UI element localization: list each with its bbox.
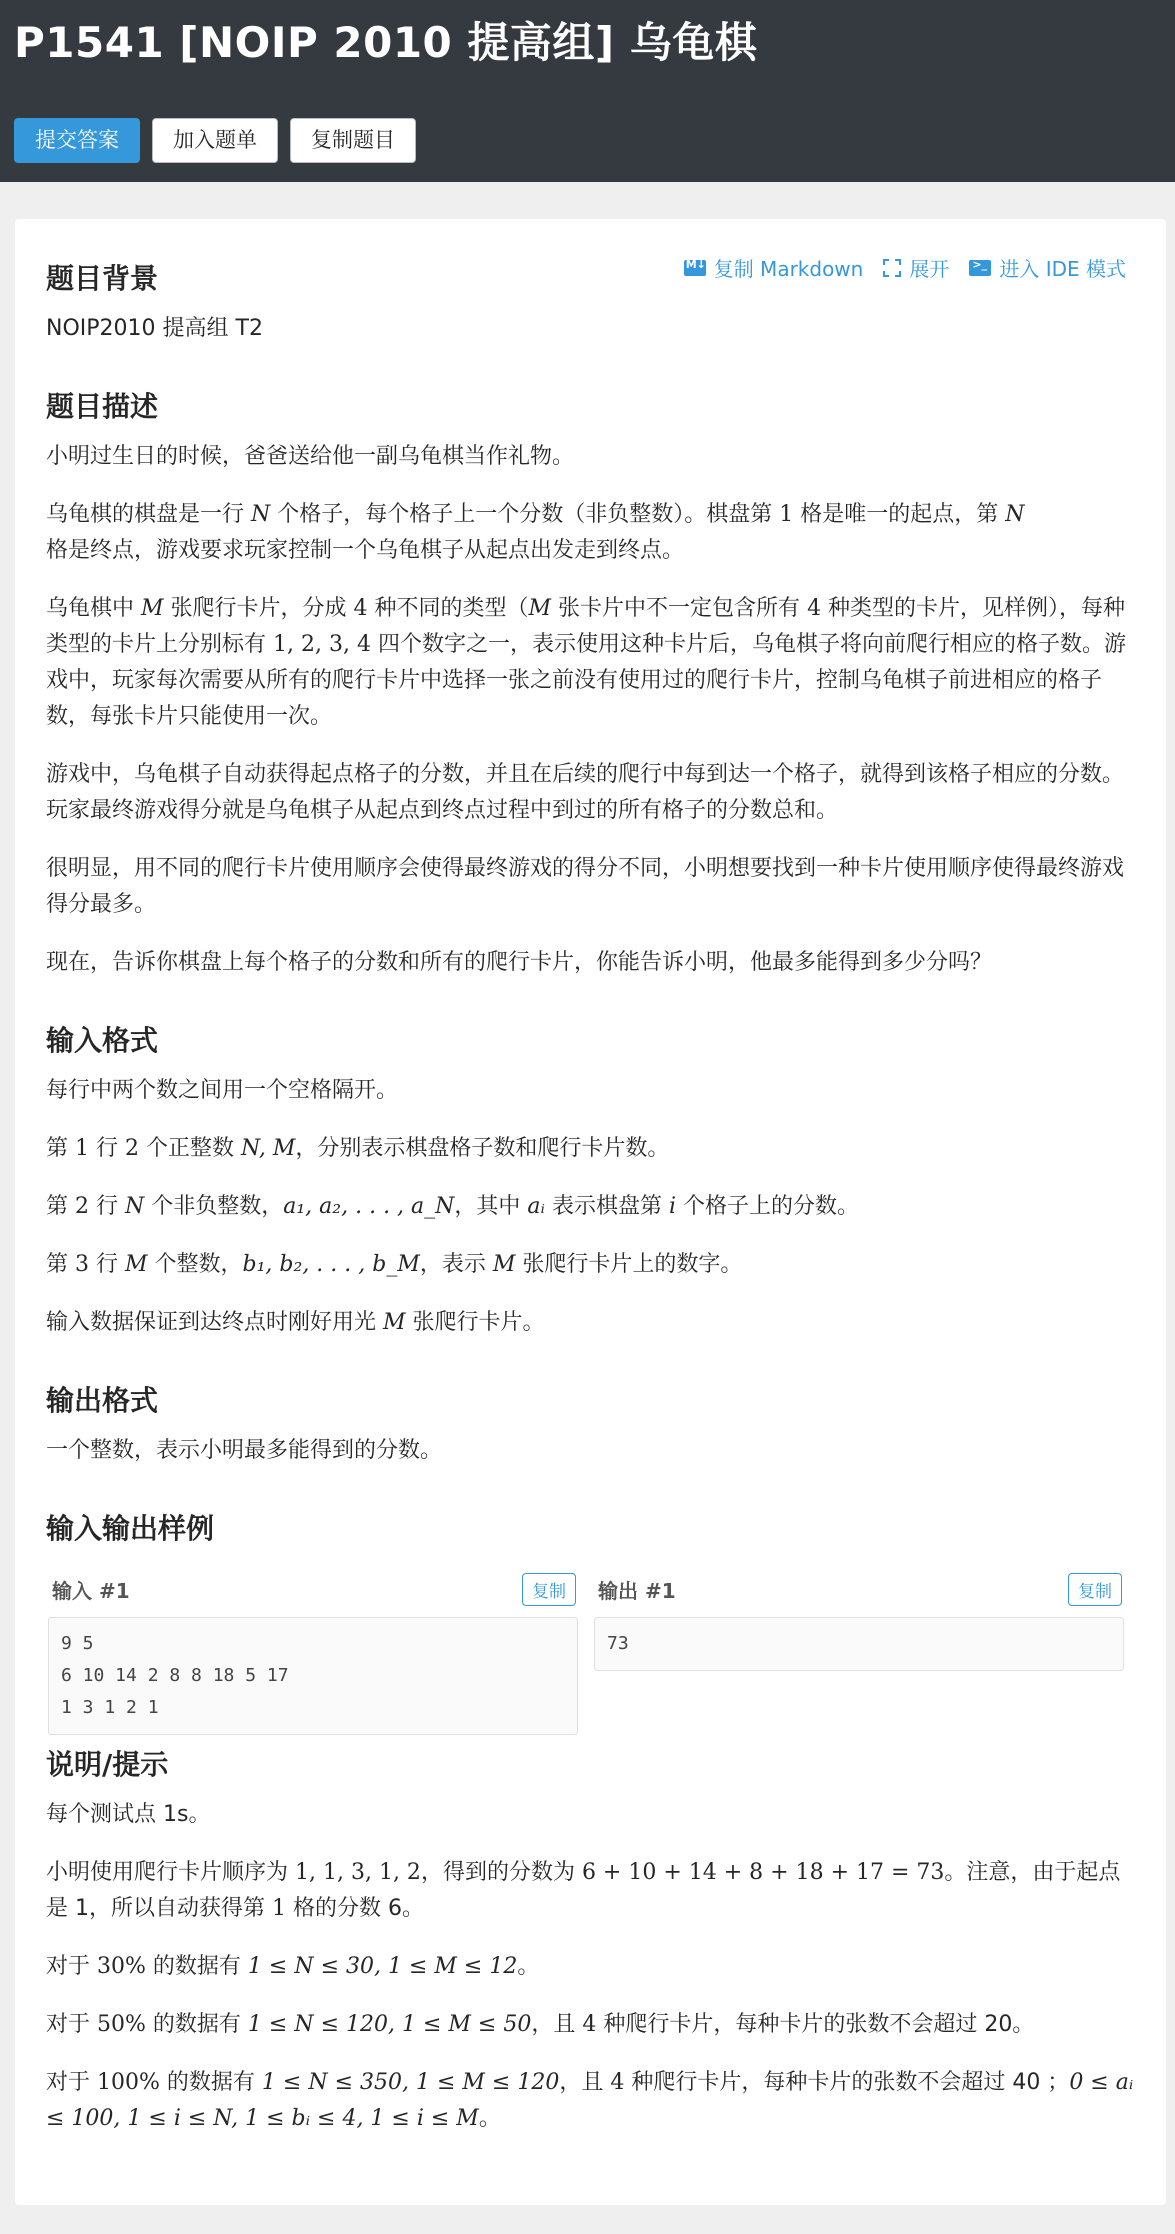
copy-problem-button[interactable]: 复制题目 [290, 118, 416, 163]
copy-markdown-label: 复制 Markdown [713, 257, 864, 281]
terminal-icon [969, 260, 991, 276]
problem-toolbar [684, 253, 1126, 282]
ide-mode-label: 进入 IDE 模式 [999, 257, 1126, 281]
sample-io [46, 1567, 1135, 1735]
description-p1: 小明过生日的时候，爸爸送给他一副乌龟棋当作礼物。 [46, 444, 575, 469]
sample-input-text[interactable]: 9 5 6 10 14 2 8 8 18 5 17 1 3 1 2 1 [48, 1617, 578, 1735]
sample-output-text[interactable]: 73 [594, 1617, 1124, 1671]
background-text: NOIP2010 提高组 T2 [46, 316, 263, 341]
input-p3: 第 2 行 N 个非负整数，a₁, a₂, . . . , a_N，其中 aᵢ 表示棋盘第 i 个格子上的分数。 [46, 1194, 859, 1219]
expand-label: 展开 [909, 257, 950, 281]
section-heading-output: 输出格式 [46, 1384, 159, 1417]
section-heading-samples: 输入输出样例 [46, 1512, 215, 1545]
action-buttons [14, 118, 1161, 163]
add-to-list-button[interactable]: 加入题单 [152, 118, 278, 163]
input-p5: 输入数据保证到达终点时刚好用光 M 张爬行卡片。 [46, 1310, 545, 1335]
ide-mode-link[interactable] [969, 253, 1126, 282]
section-heading-input: 输入格式 [46, 1024, 159, 1057]
sample-output [592, 1567, 1124, 1735]
input-p2: 第 1 行 2 个正整数 N, M，分别表示棋盘格子数和爬行卡片数。 [46, 1136, 670, 1161]
expand-link[interactable] [883, 253, 949, 282]
sample-input-label: 输入 #1 [52, 1578, 130, 1603]
markdown-icon [684, 260, 706, 276]
description-p4: 游戏中，乌龟棋子自动获得起点格子的分数，并且在后续的爬行中每到达一个格子，就得到该格子相应的分数。玩家最终游戏得分就是乌龟棋子从起点到终点过程中到过的所有格子的分数总和。 [46, 762, 1125, 823]
sample-input [46, 1567, 578, 1735]
hint-p5: 对于 100% 的数据有 1 ≤ N ≤ 350, 1 ≤ M ≤ 120，且 4 种爬行卡片，每种卡片的张数不会超过 40 ；0 ≤ aᵢ ≤ 100, 1 ≤ i ≤ N, 1 ≤ bᵢ ≤ 4, 1 ≤ i ≤ M。 [46, 2070, 1134, 2131]
input-p4: 第 3 行 M 个整数，b₁, b₂, . . . , b_M，表示 M 张爬行卡片上的数字。 [46, 1252, 743, 1277]
description-p3: 乌龟棋中 M 张爬行卡片，分成 4 种不同的类型（M 张卡片中不一定包含所有 4 种类型的卡片，见样例），每种类型的卡片上分别标有 1, 2, 3, 4 四个数字之一，表示使用这种卡片后，乌龟棋子将向前爬行相应的格子数。游戏中，玩家每次需要从所有的爬行卡片中选择一张之前没有使用过的爬行卡片，控制乌龟棋子前进相应的格子数，每张卡片只能使用一次。 [46, 596, 1126, 729]
sample-output-label: 输出 #1 [598, 1578, 676, 1603]
section-heading-description: 题目描述 [46, 390, 159, 423]
hint-p4: 对于 50% 的数据有 1 ≤ N ≤ 120, 1 ≤ M ≤ 50，且 4 种爬行卡片，每种卡片的张数不会超过 20。 [46, 2012, 1035, 2037]
description-p6: 现在，告诉你棋盘上每个格子的分数和所有的爬行卡片，你能告诉小明，他最多能得到多少分吗？ [46, 950, 993, 975]
section-heading-hint: 说明/提示 [46, 1748, 169, 1781]
hint-p1: 每个测试点 1s。 [46, 1802, 211, 1827]
output-p1: 一个整数，表示小明最多能得到的分数。 [46, 1438, 443, 1463]
copy-output-button[interactable]: 复制 [1068, 1573, 1122, 1606]
submit-button[interactable]: 提交答案 [14, 118, 140, 163]
description-p5: 很明显，用不同的爬行卡片使用顺序会使得最终游戏的得分不同，小明想要找到一种卡片使用顺序使得最终游戏得分最多。 [46, 856, 1125, 917]
expand-icon [883, 259, 901, 277]
hint-p2: 小明使用爬行卡片顺序为 1, 1, 3, 1, 2，得到的分数为 6 + 10 + 14 + 8 + 18 + 17 = 73。注意，由于起点是 1，所以自动获得第 1 格的分数 6。 [46, 1860, 1121, 1921]
hint-p3: 对于 30% 的数据有 1 ≤ N ≤ 30, 1 ≤ M ≤ 12。 [46, 1954, 540, 1979]
copy-markdown-link[interactable] [684, 253, 864, 282]
description-p2: 乌龟棋的棋盘是一行 N 个格子，每个格子上一个分数（非负整数）。棋盘第 1 格是唯一的起点，第 N 格是终点，游戏要求玩家控制一个乌龟棋子从起点出发走到终点。 [46, 502, 1025, 563]
problem-title: P1541 [NOIP 2010 提高组] 乌龟棋 [14, 18, 758, 67]
problem-header [0, 0, 1175, 182]
problem-card [15, 219, 1166, 2205]
input-p1: 每行中两个数之间用一个空格隔开。 [46, 1078, 399, 1103]
section-heading-background: 题目背景 [46, 262, 159, 295]
copy-input-button[interactable]: 复制 [522, 1573, 576, 1606]
